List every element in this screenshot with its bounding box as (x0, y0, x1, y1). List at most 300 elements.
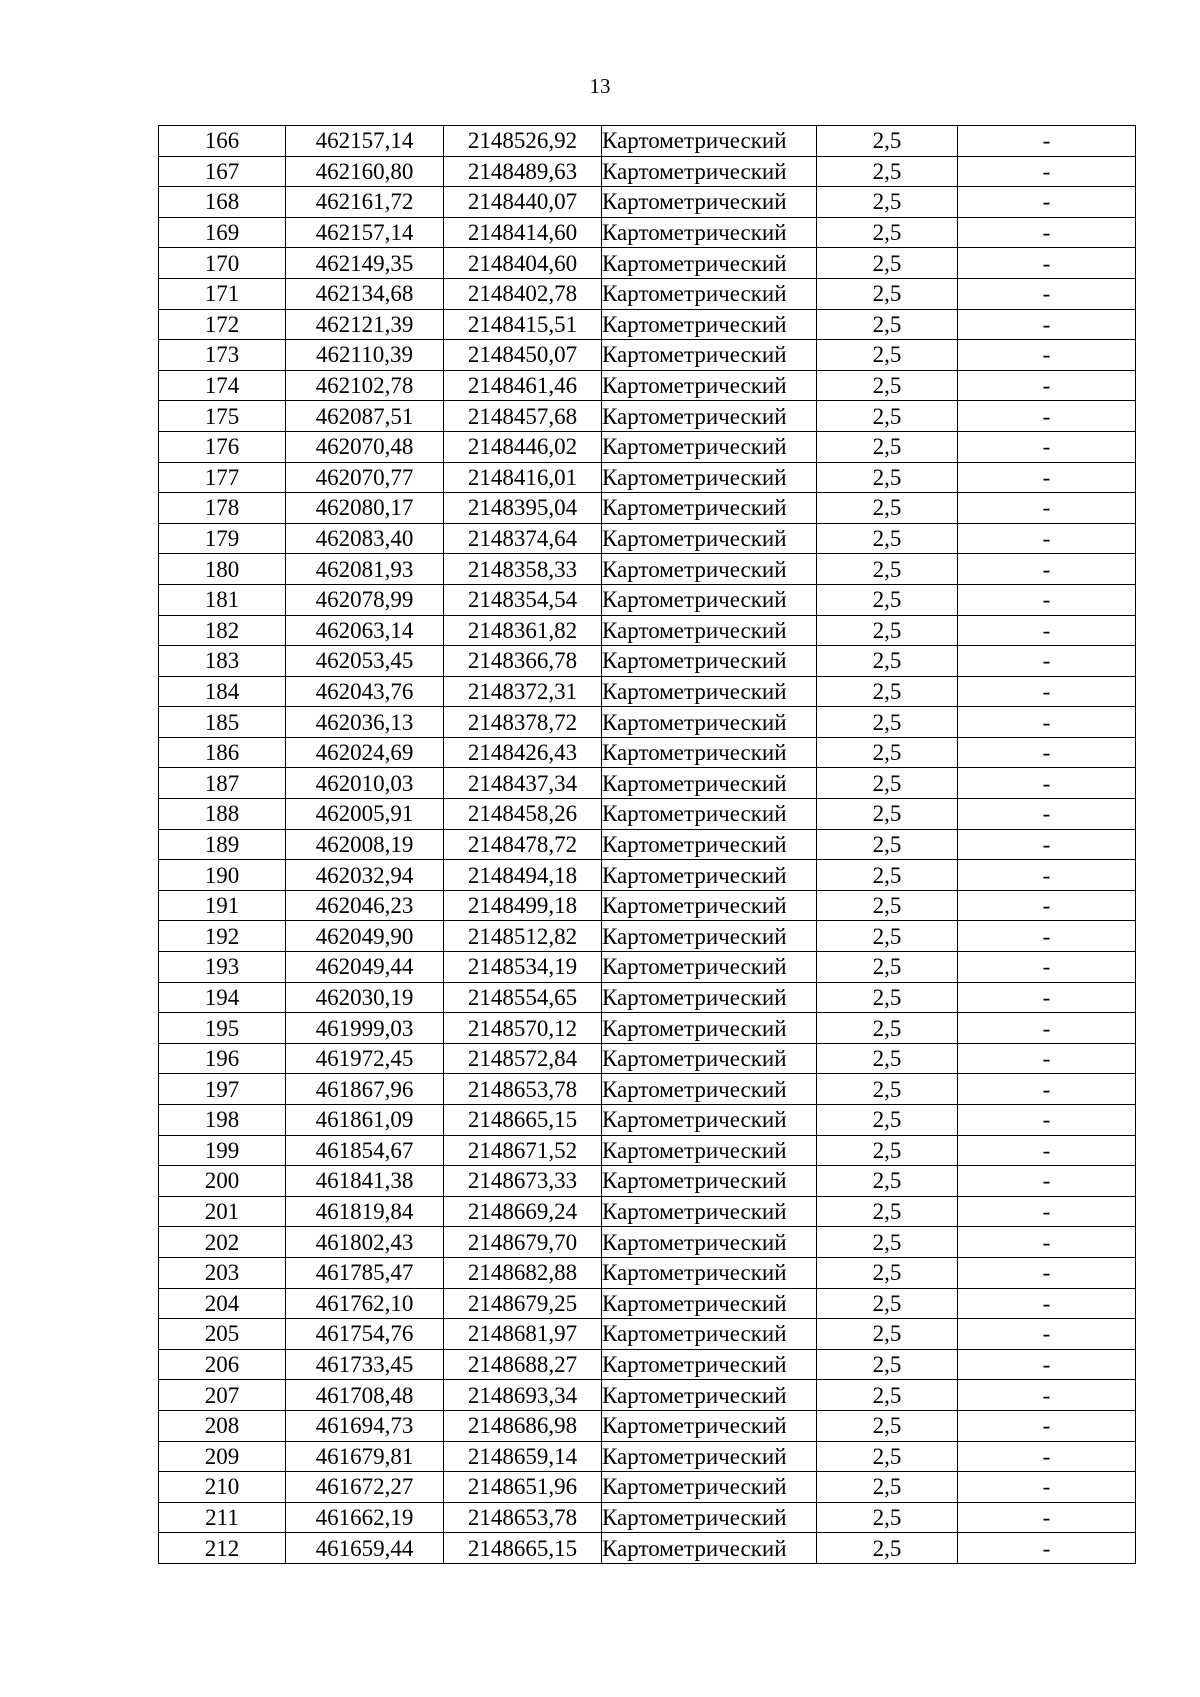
table-row (159, 982, 1136, 1013)
accuracy-cell: 2,5 (817, 1288, 958, 1319)
x-coordinate-cell: 462102,78 (286, 370, 444, 401)
table-row (159, 921, 1136, 952)
point-number-cell: 207 (159, 1380, 286, 1411)
description-cell: - (958, 187, 1136, 218)
method-cell: Картометрический (602, 187, 817, 218)
point-number-cell: 195 (159, 1013, 286, 1044)
method-cell: Картометрический (602, 401, 817, 432)
point-number-cell: 187 (159, 768, 286, 799)
point-number-cell: 176 (159, 431, 286, 462)
description-cell: - (958, 1410, 1136, 1441)
point-number-cell: 189 (159, 829, 286, 860)
table-row (159, 1196, 1136, 1227)
point-number-cell: 196 (159, 1043, 286, 1074)
table-row (159, 1288, 1136, 1319)
table-row (159, 248, 1136, 279)
point-number-cell: 204 (159, 1288, 286, 1319)
table-row (159, 493, 1136, 524)
method-cell: Картометрический (602, 982, 817, 1013)
point-number-cell: 170 (159, 248, 286, 279)
table-row (159, 1349, 1136, 1380)
x-coordinate-cell: 462121,39 (286, 309, 444, 340)
description-cell: - (958, 921, 1136, 952)
y-coordinate-cell: 2148395,04 (444, 493, 602, 524)
point-number-cell: 180 (159, 554, 286, 585)
y-coordinate-cell: 2148440,07 (444, 187, 602, 218)
description-cell: - (958, 646, 1136, 677)
y-coordinate-cell: 2148570,12 (444, 1013, 602, 1044)
y-coordinate-cell: 2148679,70 (444, 1227, 602, 1258)
x-coordinate-cell: 461854,67 (286, 1135, 444, 1166)
accuracy-cell: 2,5 (817, 1105, 958, 1136)
description-cell: - (958, 615, 1136, 646)
x-coordinate-cell: 462078,99 (286, 584, 444, 615)
accuracy-cell: 2,5 (817, 554, 958, 585)
table-row (159, 676, 1136, 707)
method-cell: Картометрический (602, 768, 817, 799)
accuracy-cell: 2,5 (817, 431, 958, 462)
description-cell: - (958, 248, 1136, 279)
accuracy-cell: 2,5 (817, 187, 958, 218)
method-cell: Картометрический (602, 462, 817, 493)
description-cell: - (958, 156, 1136, 187)
point-number-cell: 190 (159, 860, 286, 891)
x-coordinate-cell: 462080,17 (286, 493, 444, 524)
x-coordinate-cell: 462010,03 (286, 768, 444, 799)
y-coordinate-cell: 2148693,34 (444, 1380, 602, 1411)
method-cell: Картометрический (602, 860, 817, 891)
point-number-cell: 202 (159, 1227, 286, 1258)
description-cell: - (958, 1196, 1136, 1227)
table-row (159, 615, 1136, 646)
accuracy-cell: 2,5 (817, 370, 958, 401)
table-row (159, 1502, 1136, 1533)
description-cell: - (958, 707, 1136, 738)
description-cell: - (958, 370, 1136, 401)
point-number-cell: 194 (159, 982, 286, 1013)
accuracy-cell: 2,5 (817, 1074, 958, 1105)
description-cell: - (958, 1074, 1136, 1105)
accuracy-cell: 2,5 (817, 584, 958, 615)
table-row (159, 799, 1136, 830)
method-cell: Картометрический (602, 340, 817, 371)
accuracy-cell: 2,5 (817, 340, 958, 371)
description-cell: - (958, 1502, 1136, 1533)
point-number-cell: 173 (159, 340, 286, 371)
table-row (159, 217, 1136, 248)
method-cell: Картометрический (602, 1380, 817, 1411)
description-cell: - (958, 1135, 1136, 1166)
y-coordinate-cell: 2148671,52 (444, 1135, 602, 1166)
method-cell: Картометрический (602, 646, 817, 677)
method-cell: Картометрический (602, 1196, 817, 1227)
accuracy-cell: 2,5 (817, 707, 958, 738)
accuracy-cell: 2,5 (817, 768, 958, 799)
description-cell: - (958, 890, 1136, 921)
table-row (159, 829, 1136, 860)
x-coordinate-cell: 462149,35 (286, 248, 444, 279)
table-row (159, 1227, 1136, 1258)
y-coordinate-cell: 2148426,43 (444, 737, 602, 768)
y-coordinate-cell: 2148450,07 (444, 340, 602, 371)
description-cell: - (958, 799, 1136, 830)
accuracy-cell: 2,5 (817, 829, 958, 860)
accuracy-cell: 2,5 (817, 615, 958, 646)
point-number-cell: 182 (159, 615, 286, 646)
point-number-cell: 179 (159, 523, 286, 554)
description-cell: - (958, 462, 1136, 493)
accuracy-cell: 2,5 (817, 982, 958, 1013)
accuracy-cell: 2,5 (817, 156, 958, 187)
x-coordinate-cell: 462030,19 (286, 982, 444, 1013)
y-coordinate-cell: 2148681,97 (444, 1319, 602, 1350)
x-coordinate-cell: 462070,77 (286, 462, 444, 493)
point-number-cell: 178 (159, 493, 286, 524)
x-coordinate-cell: 462049,90 (286, 921, 444, 952)
y-coordinate-cell: 2148437,34 (444, 768, 602, 799)
method-cell: Картометрический (602, 431, 817, 462)
description-cell: - (958, 1288, 1136, 1319)
y-coordinate-cell: 2148457,68 (444, 401, 602, 432)
description-cell: - (958, 523, 1136, 554)
table-row (159, 1533, 1136, 1564)
x-coordinate-cell: 462024,69 (286, 737, 444, 768)
description-cell: - (958, 860, 1136, 891)
x-coordinate-cell: 461672,27 (286, 1472, 444, 1503)
point-number-cell: 198 (159, 1105, 286, 1136)
accuracy-cell: 2,5 (817, 1410, 958, 1441)
x-coordinate-cell: 462083,40 (286, 523, 444, 554)
accuracy-cell: 2,5 (817, 1166, 958, 1197)
method-cell: Картометрический (602, 156, 817, 187)
x-coordinate-cell: 462070,48 (286, 431, 444, 462)
x-coordinate-cell: 461754,76 (286, 1319, 444, 1350)
accuracy-cell: 2,5 (817, 1043, 958, 1074)
method-cell: Картометрический (602, 1013, 817, 1044)
table-row (159, 1135, 1136, 1166)
y-coordinate-cell: 2148682,88 (444, 1257, 602, 1288)
y-coordinate-cell: 2148679,25 (444, 1288, 602, 1319)
y-coordinate-cell: 2148554,65 (444, 982, 602, 1013)
method-cell: Картометрический (602, 309, 817, 340)
method-cell: Картометрический (602, 707, 817, 738)
point-number-cell: 210 (159, 1472, 286, 1503)
method-cell: Картометрический (602, 1227, 817, 1258)
page-number: 13 (589, 74, 611, 98)
table-row (159, 126, 1136, 157)
accuracy-cell: 2,5 (817, 646, 958, 677)
y-coordinate-cell: 2148414,60 (444, 217, 602, 248)
description-cell: - (958, 309, 1136, 340)
method-cell: Картометрический (602, 554, 817, 585)
point-number-cell: 211 (159, 1502, 286, 1533)
method-cell: Картометрический (602, 584, 817, 615)
x-coordinate-cell: 462081,93 (286, 554, 444, 585)
x-coordinate-cell: 461708,48 (286, 1380, 444, 1411)
method-cell: Картометрический (602, 523, 817, 554)
y-coordinate-cell: 2148665,15 (444, 1105, 602, 1136)
description-cell: - (958, 1227, 1136, 1258)
method-cell: Картометрический (602, 952, 817, 983)
table-row (159, 646, 1136, 677)
point-number-cell: 203 (159, 1257, 286, 1288)
table-row (159, 370, 1136, 401)
accuracy-cell: 2,5 (817, 1257, 958, 1288)
method-cell: Картометрический (602, 1441, 817, 1472)
accuracy-cell: 2,5 (817, 952, 958, 983)
table-row (159, 523, 1136, 554)
method-cell: Картометрический (602, 1533, 817, 1564)
method-cell: Картометрический (602, 1288, 817, 1319)
point-number-cell: 175 (159, 401, 286, 432)
x-coordinate-cell: 461662,19 (286, 1502, 444, 1533)
table-row (159, 890, 1136, 921)
point-number-cell: 201 (159, 1196, 286, 1227)
x-coordinate-cell: 462087,51 (286, 401, 444, 432)
y-coordinate-cell: 2148402,78 (444, 278, 602, 309)
y-coordinate-cell: 2148361,82 (444, 615, 602, 646)
point-number-cell: 171 (159, 278, 286, 309)
accuracy-cell: 2,5 (817, 737, 958, 768)
accuracy-cell: 2,5 (817, 126, 958, 157)
table-row (159, 707, 1136, 738)
y-coordinate-cell: 2148415,51 (444, 309, 602, 340)
description-cell: - (958, 584, 1136, 615)
method-cell: Картометрический (602, 1074, 817, 1105)
x-coordinate-cell: 461841,38 (286, 1166, 444, 1197)
y-coordinate-cell: 2148669,24 (444, 1196, 602, 1227)
description-cell: - (958, 737, 1136, 768)
x-coordinate-cell: 462032,94 (286, 860, 444, 891)
accuracy-cell: 2,5 (817, 860, 958, 891)
y-coordinate-cell: 2148366,78 (444, 646, 602, 677)
point-number-cell: 192 (159, 921, 286, 952)
point-number-cell: 197 (159, 1074, 286, 1105)
table-row (159, 1043, 1136, 1074)
y-coordinate-cell: 2148659,14 (444, 1441, 602, 1472)
method-cell: Картометрический (602, 829, 817, 860)
table-row (159, 401, 1136, 432)
method-cell: Картометрический (602, 1166, 817, 1197)
accuracy-cell: 2,5 (817, 921, 958, 952)
point-number-cell: 185 (159, 707, 286, 738)
table-row (159, 156, 1136, 187)
point-number-cell: 205 (159, 1319, 286, 1350)
accuracy-cell: 2,5 (817, 523, 958, 554)
y-coordinate-cell: 2148686,98 (444, 1410, 602, 1441)
x-coordinate-cell: 461861,09 (286, 1105, 444, 1136)
accuracy-cell: 2,5 (817, 248, 958, 279)
y-coordinate-cell: 2148404,60 (444, 248, 602, 279)
method-cell: Картометрический (602, 370, 817, 401)
table-row (159, 768, 1136, 799)
table-row (159, 1380, 1136, 1411)
table-row (159, 1410, 1136, 1441)
accuracy-cell: 2,5 (817, 462, 958, 493)
method-cell: Картометрический (602, 1472, 817, 1503)
point-number-cell: 167 (159, 156, 286, 187)
x-coordinate-cell: 461867,96 (286, 1074, 444, 1105)
y-coordinate-cell: 2148526,92 (444, 126, 602, 157)
accuracy-cell: 2,5 (817, 676, 958, 707)
method-cell: Картометрический (602, 737, 817, 768)
point-number-cell: 169 (159, 217, 286, 248)
x-coordinate-cell: 462157,14 (286, 126, 444, 157)
x-coordinate-cell: 462157,14 (286, 217, 444, 248)
y-coordinate-cell: 2148461,46 (444, 370, 602, 401)
point-number-cell: 183 (159, 646, 286, 677)
description-cell: - (958, 1380, 1136, 1411)
description-cell: - (958, 217, 1136, 248)
accuracy-cell: 2,5 (817, 217, 958, 248)
x-coordinate-cell: 462063,14 (286, 615, 444, 646)
description-cell: - (958, 1166, 1136, 1197)
description-cell: - (958, 952, 1136, 983)
x-coordinate-cell: 462053,45 (286, 646, 444, 677)
table-row (159, 1319, 1136, 1350)
accuracy-cell: 2,5 (817, 1380, 958, 1411)
method-cell: Картометрический (602, 1043, 817, 1074)
y-coordinate-cell: 2148374,64 (444, 523, 602, 554)
table-row (159, 554, 1136, 585)
y-coordinate-cell: 2148572,84 (444, 1043, 602, 1074)
accuracy-cell: 2,5 (817, 309, 958, 340)
description-cell: - (958, 1105, 1136, 1136)
method-cell: Картометрический (602, 493, 817, 524)
x-coordinate-cell: 461999,03 (286, 1013, 444, 1044)
description-cell: - (958, 768, 1136, 799)
point-number-cell: 200 (159, 1166, 286, 1197)
accuracy-cell: 2,5 (817, 1349, 958, 1380)
x-coordinate-cell: 461679,81 (286, 1441, 444, 1472)
table-row (159, 1074, 1136, 1105)
y-coordinate-cell: 2148372,31 (444, 676, 602, 707)
description-cell: - (958, 126, 1136, 157)
table-row (159, 1257, 1136, 1288)
x-coordinate-cell: 462049,44 (286, 952, 444, 983)
table-row (159, 1105, 1136, 1136)
x-coordinate-cell: 462161,72 (286, 187, 444, 218)
point-number-cell: 168 (159, 187, 286, 218)
accuracy-cell: 2,5 (817, 493, 958, 524)
description-cell: - (958, 676, 1136, 707)
table-row (159, 584, 1136, 615)
table-row (159, 278, 1136, 309)
x-coordinate-cell: 462134,68 (286, 278, 444, 309)
method-cell: Картометрический (602, 248, 817, 279)
x-coordinate-cell: 461972,45 (286, 1043, 444, 1074)
y-coordinate-cell: 2148458,26 (444, 799, 602, 830)
accuracy-cell: 2,5 (817, 890, 958, 921)
point-number-cell: 209 (159, 1441, 286, 1472)
x-coordinate-cell: 461694,73 (286, 1410, 444, 1441)
description-cell: - (958, 1013, 1136, 1044)
y-coordinate-cell: 2148665,15 (444, 1533, 602, 1564)
accuracy-cell: 2,5 (817, 1472, 958, 1503)
y-coordinate-cell: 2148651,96 (444, 1472, 602, 1503)
point-number-cell: 172 (159, 309, 286, 340)
accuracy-cell: 2,5 (817, 1135, 958, 1166)
point-number-cell: 191 (159, 890, 286, 921)
y-coordinate-cell: 2148354,54 (444, 584, 602, 615)
y-coordinate-cell: 2148494,18 (444, 860, 602, 891)
accuracy-cell: 2,5 (817, 1227, 958, 1258)
point-number-cell: 199 (159, 1135, 286, 1166)
point-number-cell: 184 (159, 676, 286, 707)
x-coordinate-cell: 462005,91 (286, 799, 444, 830)
table-row (159, 737, 1136, 768)
x-coordinate-cell: 461819,84 (286, 1196, 444, 1227)
table-row (159, 462, 1136, 493)
description-cell: - (958, 340, 1136, 371)
table-row (159, 860, 1136, 891)
y-coordinate-cell: 2148358,33 (444, 554, 602, 585)
method-cell: Картометрический (602, 1502, 817, 1533)
y-coordinate-cell: 2148478,72 (444, 829, 602, 860)
table-row (159, 1472, 1136, 1503)
method-cell: Картометрический (602, 676, 817, 707)
description-cell: - (958, 982, 1136, 1013)
method-cell: Картометрический (602, 1319, 817, 1350)
method-cell: Картометрический (602, 1257, 817, 1288)
accuracy-cell: 2,5 (817, 401, 958, 432)
method-cell: Картометрический (602, 126, 817, 157)
point-number-cell: 186 (159, 737, 286, 768)
point-number-cell: 206 (159, 1349, 286, 1380)
description-cell: - (958, 1043, 1136, 1074)
y-coordinate-cell: 2148653,78 (444, 1074, 602, 1105)
point-number-cell: 188 (159, 799, 286, 830)
description-cell: - (958, 1472, 1136, 1503)
method-cell: Картометрический (602, 278, 817, 309)
accuracy-cell: 2,5 (817, 1196, 958, 1227)
table-row (159, 1166, 1136, 1197)
x-coordinate-cell: 462036,13 (286, 707, 444, 738)
point-number-cell: 177 (159, 462, 286, 493)
y-coordinate-cell: 2148489,63 (444, 156, 602, 187)
description-cell: - (958, 1319, 1136, 1350)
y-coordinate-cell: 2148416,01 (444, 462, 602, 493)
table-row (159, 309, 1136, 340)
description-cell: - (958, 278, 1136, 309)
description-cell: - (958, 1257, 1136, 1288)
method-cell: Картометрический (602, 1105, 817, 1136)
point-number-cell: 174 (159, 370, 286, 401)
coordinates-table (158, 125, 1136, 1564)
description-cell: - (958, 1349, 1136, 1380)
y-coordinate-cell: 2148446,02 (444, 431, 602, 462)
x-coordinate-cell: 462008,19 (286, 829, 444, 860)
method-cell: Картометрический (602, 921, 817, 952)
method-cell: Картометрический (602, 1410, 817, 1441)
point-number-cell: 181 (159, 584, 286, 615)
description-cell: - (958, 493, 1136, 524)
x-coordinate-cell: 462110,39 (286, 340, 444, 371)
x-coordinate-cell: 462046,23 (286, 890, 444, 921)
x-coordinate-cell: 461762,10 (286, 1288, 444, 1319)
accuracy-cell: 2,5 (817, 799, 958, 830)
table-row (159, 187, 1136, 218)
table-row (159, 431, 1136, 462)
y-coordinate-cell: 2148499,18 (444, 890, 602, 921)
method-cell: Картометрический (602, 1135, 817, 1166)
x-coordinate-cell: 461659,44 (286, 1533, 444, 1564)
accuracy-cell: 2,5 (817, 1441, 958, 1472)
table-row (159, 340, 1136, 371)
y-coordinate-cell: 2148534,19 (444, 952, 602, 983)
coordinates-table-body (159, 126, 1136, 1564)
y-coordinate-cell: 2148378,72 (444, 707, 602, 738)
